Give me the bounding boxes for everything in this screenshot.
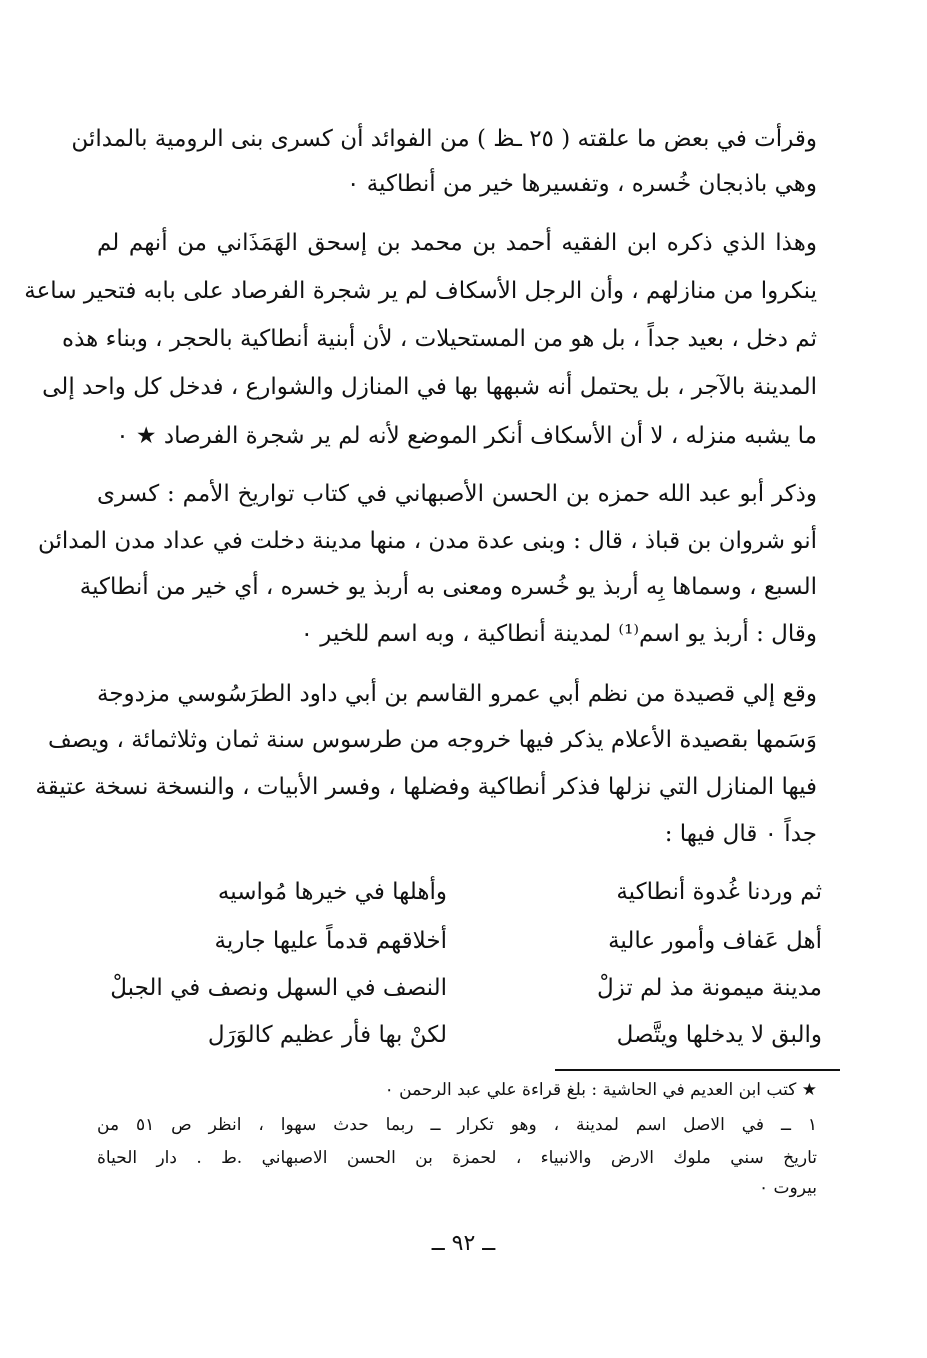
text-line: ينكروا من منازلهم ، وأن الرجل الأسكاف لم ير شجرة الفرصاد على بابه فتحير ساعة [24, 278, 817, 304]
footnote-1-line: تاريخ سني ملوك الارض والانبياء ، لحمزة بن الحسن الاصبهاني .ط . دار الحياة [97, 1148, 817, 1168]
footnote-rule [555, 1069, 840, 1071]
verse-first-hemistich: مدينة ميمونة مذ لم تزلْ [597, 975, 822, 1001]
text-line: ما يشبه منزله ، لا أن الأسكاف أنكر الموضع لأنه لم ير شجرة الفرصاد ★ ٠ [116, 423, 817, 449]
text-line: وقع إلي قصيدة من نظم أبي عمرو القاسم بن أبي داود الطرَسُوسي مزدوجة [97, 681, 817, 707]
text-line: أنو شروان بن قباذ ، قال : وبنى عدة مدن ، منها مدينة دخلت في عداد مدن المدائن [37, 528, 817, 554]
verse-first-hemistich: ثم وردنا غُدوة أنطاكية [616, 879, 822, 905]
verse-second-hemistich: وأهلها في خيرها مُواسيه [217, 879, 447, 905]
footnote-1-line: ١ ــ في الاصل اسم لمدينة ، وهو تكرار ــ ربما حدث سهوا ، انظر ص ٥١ من [97, 1115, 818, 1135]
footnote-star: ★ كتب ابن العديم في الحاشية : بلغ قراءة علي عبد الرحمن ٠ [384, 1080, 817, 1100]
verse-second-hemistich: النصف في السهل ونصف في الجبلْ [110, 975, 447, 1001]
text-line: جداً ٠ قال فيها : [664, 821, 817, 847]
text-line: وذكر أبو عبد الله حمزه بن الحسن الأصبهاني في كتاب تواريخ الأمم : كسرى [97, 481, 817, 507]
text-line: فيها المنازل التي نزلها فذكر أنطاكية وفضلها ، وفسر الأبيات ، والنسخة نسخة عتيقة [35, 774, 817, 800]
page-number: ــ ٩٢ ــ [431, 1231, 496, 1256]
text-line: المدينة بالآجر ، بل يحتمل أنه شبهها بها في المنازل والشوارع ، فدخل كل واحد إلى [42, 374, 817, 400]
verse-first-hemistich: أهل عَفاف وأمور عالية [608, 928, 822, 954]
text-line: ثم دخل ، بعيد جداً ، بل هو من المستحيلات ، لأن أبنية أنطاكية بالحجر ، وبناء هذه [62, 326, 817, 352]
verse-second-hemistich: لكنْ بها فأر عظيم كالوَرَل [207, 1022, 447, 1048]
text-line: وهي باذبجان خُسره ، وتفسيرها خير من أنطاكية ٠ [347, 171, 817, 197]
text-line: وَسَمها بقصيدة الأعلام يذكر فيها خروجه من طرسوس سنة ثمان وثلاثمائة ، ويصف [47, 727, 817, 753]
text-line: السبع ، وسماها بِه أربذ يو خُسره ومعنى به أربذ يو خسره ، أي خير من أنطاكية [79, 574, 817, 600]
verse-first-hemistich: والبق لا يدخلها ويتَّصل [616, 1022, 822, 1048]
verse-second-hemistich: أخلاقهم قدماً عليها جارية [214, 928, 447, 954]
text-line: وقرأت في بعض ما علقته ( ٢٥ ـظ ) من الفوائد أن كسرى بنى الرومية بالمدائن [71, 126, 817, 152]
footnote-1-line: بيروت ٠ [759, 1178, 817, 1198]
text-line: وهذا الذي ذكره ابن الفقيه أحمد بن محمد بن إسحق الهَمَذَاني من أنهم لم [97, 230, 817, 256]
text-line: وقال : أربذ يو اسم⁽¹⁾ لمدينة أنطاكية ، وبه اسم للخير ٠ [300, 621, 817, 647]
